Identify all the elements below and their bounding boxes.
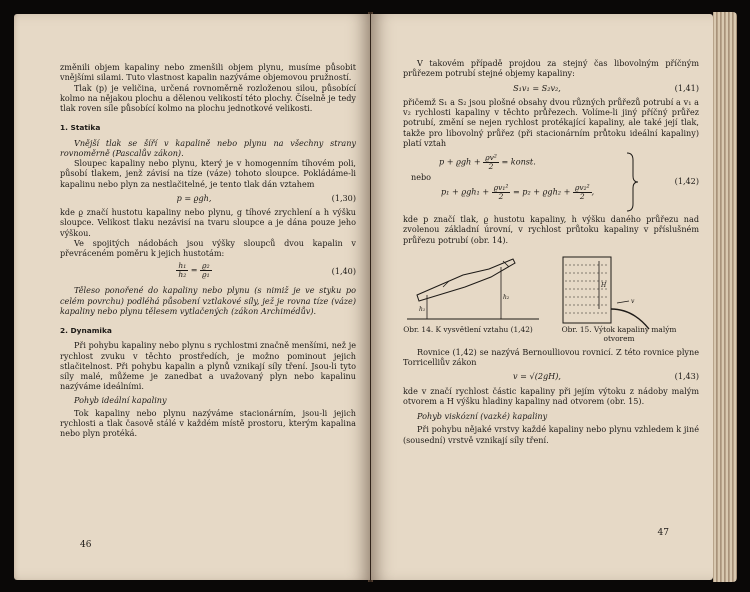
equation-body: p = ϱgh, (176, 192, 212, 203)
pipe-figure-icon (403, 251, 543, 323)
section-heading-statika: 1. Statika (60, 123, 101, 133)
subheading-ideal: Pohyb ideální kapaliny (74, 394, 167, 405)
figure-14-caption: Obr. 14. K vysvětlení vztahu (1,42) (403, 324, 533, 334)
equation-body: $\frac{\text{h₁}}{\text{h₂}}$ = $\frac{\text{ϱ₂}}{\text{ϱ₁}}$ (178, 261, 210, 280)
pascal-law: Vnější tlak se šíří v kapalině nebo plynu na všechny strany rovnoměrně (Pascalův zákon). (60, 137, 356, 158)
archimedes-law: Těleso ponořené do kapaliny nebo plynu (s nimiž je ve styku po celém povrchu) podléhá působení vztlakové síly, jež je rovna tíze (váze) kapaliny nebo plynu tělesem vytlačených (zákon Archimédův). (60, 285, 356, 316)
subheading-viscous: Pohyb viskózní (vazké) kapaliny (417, 411, 548, 421)
right-text-column (403, 58, 699, 445)
svg-text:H: H (601, 281, 607, 289)
equation-1-41 (403, 83, 699, 93)
pricemz-paragraph: přičemž S₁ a S₂ jsou plošné obsahy dvou různých průřezů potrubí a v₁ a v₂ rychlosti kapaliny v těchto průřezech. Volíme-li jiný příčný průřez potrubí, změní se nejen rychlost protékající kapaliny, ale také její tlak, takže pro libovolný průřez (při stacionárním průtoku ideální kapaliny) platí vztah (403, 96, 699, 148)
page-number: 46 (80, 540, 92, 550)
intro-paragraph: V takovém případě projdou za stejný čas libovolným příčným průřezem potrubí stejné objemy kapaliny: (403, 58, 699, 79)
section-heading-dynamika: 2. Dynamika (60, 326, 112, 335)
right-page (371, 14, 713, 580)
left-page (14, 14, 370, 580)
equation-number: (1,30) (331, 192, 356, 203)
figure-15-caption: Obr. 15. Výtok kapaliny malým otvorem (561, 324, 677, 343)
equation-body: S₁v₁ = S₂v₂, (513, 82, 561, 93)
equation-1-42 (403, 152, 699, 214)
equation-line-a: p + ϱgh + $\frac{\text{ϱv²}}{2}$ = konst. (439, 153, 536, 171)
container-figure-icon (553, 251, 683, 331)
statika-paragraph: Sloupec kapaliny nebo plynu, který je v homogenním tíhovém poli, působí tlakem, jenž závisí na tíze (váze) tohoto sloupce. Pokládáme-li kapalinu nebo plyn za nestlačitelné, je tento tlak dán vztahem (60, 158, 356, 189)
svg-text:v: v (631, 297, 635, 305)
fraction-h: $\frac{\text{h₁}}{\text{h₂}}$ (178, 261, 187, 280)
equation-line-b: p₁ + ϱgh₁ + $\frac{\text{ϱv₁²}}{2}$ = p₂ + ϱgh₂ + $\frac{\text{ϱv₂²}}{2}$ , (441, 183, 595, 201)
equation-number: (1,41) (674, 82, 699, 93)
equation-number: (1,43) (674, 371, 699, 382)
spojite-paragraph: Ve spojitých nádobách jsou výšky sloupců dvou kapalin v převráceném poměru k jejich hustotám: (60, 237, 356, 258)
equation-number: (1,42) (674, 176, 699, 186)
page-edges (713, 12, 737, 582)
viscous-paragraph: Při pohybu nějaké vrstvy každé kapaliny nebo plynu vzhledem k jiné (sousední) vrstvě vznikají síly tření. (403, 424, 699, 445)
svg-text:h₁: h₁ (419, 305, 426, 313)
kde2-paragraph: kde v značí rychlost částic kapaliny při jejím výtoku z nádoby malým otvorem a H výšku hladiny kapaliny nad otvorem (obr. 15). (403, 385, 699, 406)
nebo-label: nebo (411, 172, 432, 182)
figures (403, 251, 699, 347)
svg-text:h₂: h₂ (503, 293, 510, 301)
left-text-column (60, 62, 356, 439)
intro-paragraph: změnili objem kapaliny nebo zmenšili objem plynu, musíme působit vnějšími silami. Tuto vlastnost kapalin nazýváme objemovou pružností. (60, 62, 356, 83)
fraction-rho: $\frac{\text{ϱ₂}}{\text{ϱ₁}}$ (202, 261, 210, 280)
bernoulli-paragraph: Rovnice (1,42) se nazývá Bernoulliovou rovnicí. Z této rovnice plyne Torricelliův zákon (403, 346, 699, 367)
dynamika-paragraph: Při pohybu kapaliny nebo plynu s rychlostmi značně menšími, než je rychlost zvuku v těchto prostředích, je možno pominout jejich stlačitelnost. Při pohybu kapalin a plynů vznikají síly tření. Jsou-li tyto síly malé, můžeme je zanedbat a uvažovaný plyn nebo kapalinu nazýváme ideálními. (60, 340, 356, 392)
equation-number: (1,40) (331, 265, 356, 276)
equation-body: v = √(2gH), (513, 371, 561, 382)
kde-paragraph: kde ϱ značí hustotu kapaliny nebo plynu, g tíhové zrychlení a h výšku sloupce. Velikost tlaku nezávisí na tvaru sloupce a je dána pouze jeho výškou. (60, 207, 356, 238)
kde-paragraph: kde p značí tlak, ϱ hustotu kapaliny, h výšku daného průřezu nad zvolenou základní úrovní, v rychlost průtoku kapaliny v příslušném průřezu potrubí (obr. 14). (403, 214, 699, 245)
equation-1-43 (403, 371, 699, 381)
brace-icon (625, 152, 639, 212)
equation-1-30 (60, 193, 356, 203)
tlak-paragraph: Tlak (p) je veličina, určená rovnoměrně rozloženou silou, působící kolmo na nějakou plochu a dělenou velikostí této plochy. Číselně je tedy tlak roven síle působící kolmo na plochu jednotkové velikosti. (60, 82, 356, 113)
page-number: 47 (657, 528, 669, 538)
stacionarni-paragraph: Tok kapaliny nebo plynu nazýváme stacionárním, jsou-li jejich rychlosti a tlak časově stálé v každém místě prostoru, kterým kapalina nebo plyn protéká. (60, 407, 356, 439)
equation-1-40 (60, 262, 356, 279)
